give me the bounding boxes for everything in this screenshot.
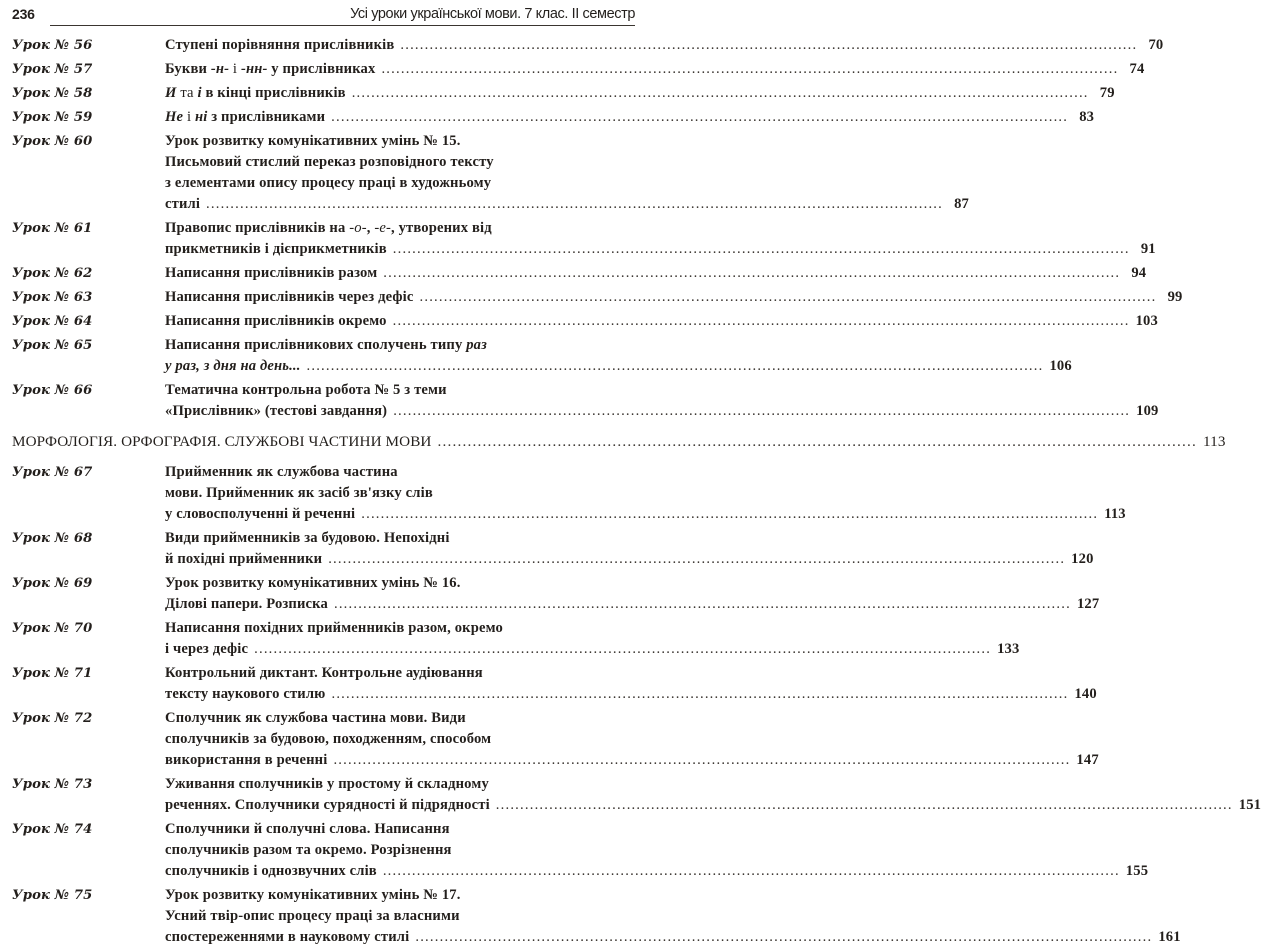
toc-entry-lesson-63[interactable]	[12, 287, 1183, 308]
lesson-title-line: Написання похідних прийменників разом, окремо	[165, 620, 503, 636]
lesson-label: Урок № 72	[12, 711, 93, 726]
lesson-title: Написання прислівників через дефіс	[165, 289, 414, 305]
lesson-title-line: у раз, з дня на день...	[165, 358, 301, 374]
lesson-label: Урок № 65	[12, 338, 93, 353]
header-rule	[50, 25, 635, 26]
lesson-label: Урок № 61	[12, 221, 93, 236]
page-ref: 127	[1076, 596, 1100, 612]
dot-leader	[393, 311, 1130, 332]
toc-entry-lesson-75[interactable]	[12, 885, 1181, 948]
page-ref: 161	[1158, 929, 1181, 945]
dot-leader	[206, 194, 943, 215]
toc-entry-lesson-56[interactable]	[12, 35, 1164, 56]
lesson-title-line: стилі	[165, 196, 201, 212]
section-title: МОРФОЛОГІЯ. ОРФОГРАФІЯ. СЛУЖБОВІ ЧАСТИНИ МОВИ	[12, 433, 432, 450]
toc-entry-lesson-70[interactable]	[12, 618, 1020, 660]
lesson-label: Урок № 57	[12, 62, 93, 77]
lesson-label: Урок № 63	[12, 290, 93, 305]
lesson-title-line: Урок розвитку комунікативних умінь № 16.	[165, 575, 461, 591]
toc-entry-lesson-61[interactable]	[12, 218, 1156, 260]
toc-entry-lesson-67[interactable]	[12, 462, 1126, 525]
lesson-title-line: «Прислівник» (тестові завдання)	[165, 403, 388, 419]
lesson-title-line: Сполучники й сполучні слова. Написання	[165, 821, 450, 837]
lesson-label: Урок № 68	[12, 531, 93, 546]
toc-entry-lesson-73[interactable]	[12, 774, 1261, 816]
lesson-label: Урок № 73	[12, 777, 93, 792]
lesson-title-line: спостереженнями в науковому стилі	[165, 929, 410, 945]
table-of-contents	[12, 35, 1261, 951]
dot-leader	[328, 549, 1065, 570]
lesson-label: Урок № 56	[12, 38, 93, 53]
page-ref: 113	[1104, 506, 1126, 522]
lesson-title-line: мови. Прийменник як засіб зв'язку слів	[165, 485, 433, 501]
toc-entry-lesson-72[interactable]	[12, 708, 1099, 771]
page-ref: 133	[997, 641, 1020, 657]
dot-leader	[334, 594, 1071, 615]
lesson-title-line: Урок розвитку комунікативних умінь № 17.	[165, 887, 461, 903]
toc-entry-lesson-68[interactable]	[12, 528, 1094, 570]
lesson-label: Урок № 62	[12, 266, 93, 281]
lesson-title-line: прикметників і дієприкметників	[165, 241, 387, 257]
dot-leader	[361, 504, 1098, 525]
page-ref: 113	[1203, 433, 1226, 450]
page-ref: 70	[1148, 37, 1164, 53]
dot-leader	[331, 107, 1068, 128]
dot-leader	[420, 287, 1157, 308]
lesson-title-line: Правопис прислівників на -о-, -е-, утворених від	[165, 220, 492, 236]
lesson-title-line: Уживання сполучників у простому й складному	[165, 776, 489, 792]
section-heading[interactable]	[12, 431, 1226, 452]
page-ref: 151	[1238, 797, 1261, 813]
lesson-title-line: тексту наукового стилю	[165, 686, 326, 702]
toc-entry-lesson-60[interactable]	[12, 131, 970, 215]
toc-entry-lesson-71[interactable]	[12, 663, 1097, 705]
lesson-title-line: Сполучник як службова частина мови. Види	[165, 710, 466, 726]
lesson-title-line: Прийменник як службова частина	[165, 464, 398, 480]
dot-leader	[333, 750, 1070, 771]
lesson-title: Написання прислівників окремо	[165, 313, 387, 329]
dot-leader	[381, 59, 1118, 80]
toc-entry-lesson-69[interactable]	[12, 573, 1100, 615]
page-ref: 140	[1074, 686, 1097, 702]
lesson-title: Написання прислівників разом	[165, 265, 378, 281]
lesson-label: Урок № 69	[12, 576, 93, 591]
toc-entry-lesson-65[interactable]	[12, 335, 1072, 377]
dot-leader	[438, 431, 1198, 452]
lesson-title-line: використання в реченні	[165, 752, 328, 768]
dot-leader	[331, 684, 1068, 705]
lesson-title-line: Ділові папери. Розписка	[165, 596, 328, 612]
dot-leader	[393, 401, 1130, 422]
page-ref: 147	[1076, 752, 1099, 768]
lesson-title-line: сполучників разом та окремо. Розрізнення	[165, 842, 452, 858]
lesson-title-line: Тематична контрольна робота № 5 з теми	[165, 382, 447, 398]
toc-entry-lesson-62[interactable]	[12, 263, 1147, 284]
lesson-label: Урок № 64	[12, 314, 93, 329]
page-ref: 79	[1099, 85, 1115, 101]
toc-entry-lesson-66[interactable]	[12, 380, 1159, 422]
toc-entry-lesson-57[interactable]	[12, 59, 1145, 80]
dot-leader	[496, 795, 1233, 816]
dot-leader	[307, 356, 1044, 377]
dot-leader	[393, 239, 1130, 260]
lesson-label: Урок № 60	[12, 134, 93, 149]
lesson-label: Урок № 67	[12, 465, 93, 480]
lesson-title: Не і ні з прислівниками	[165, 109, 326, 125]
dot-leader	[415, 927, 1152, 948]
lesson-title-line: і через дефіс	[165, 641, 249, 657]
lesson-title-line: з елементами опису процесу праці в художньому	[165, 175, 492, 191]
page-ref: 83	[1079, 109, 1095, 125]
lesson-title-line: сполучників і однозвучних слів	[165, 863, 377, 879]
page-ref: 87	[954, 196, 970, 212]
book-title: Усі уроки української мови. 7 клас. ІІ семестр	[350, 6, 635, 22]
lesson-title: И та і в кінці прислівників	[165, 85, 346, 101]
dot-leader	[254, 639, 991, 660]
toc-entry-lesson-64[interactable]	[12, 311, 1158, 332]
toc-entry-lesson-58[interactable]	[12, 83, 1115, 104]
lesson-title-line: Контрольний диктант. Контрольне аудіювання	[165, 665, 483, 681]
page-ref: 155	[1125, 863, 1149, 879]
toc-entry-lesson-59[interactable]	[12, 107, 1095, 128]
lesson-title-line: сполучників за будовою, походженням, способом	[165, 731, 492, 747]
lesson-title: Букви -н- і -нн- у прислівниках	[165, 61, 376, 77]
dot-leader	[383, 861, 1120, 882]
lesson-title-line: Види прийменників за будовою. Непохідні	[165, 530, 450, 546]
lesson-title-line: Урок розвитку комунікативних умінь № 15.	[165, 133, 461, 149]
page-ref: 94	[1131, 265, 1147, 281]
page-number: 236	[12, 6, 35, 22]
lesson-title: Ступені порівняння прислівників	[165, 37, 395, 53]
page-ref: 91	[1140, 241, 1156, 257]
lesson-title-line: реченнях. Сполучники сурядності й підрядності	[165, 797, 490, 813]
lesson-title-line: й похідні прийменники	[165, 551, 323, 567]
lesson-title-line: Письмовий стислий переказ розповідного тексту	[165, 154, 494, 170]
dot-leader	[352, 83, 1089, 104]
page-ref: 106	[1049, 358, 1072, 374]
page-ref: 99	[1167, 289, 1183, 305]
page-ref: 74	[1129, 61, 1145, 77]
lesson-label: Урок № 59	[12, 110, 93, 125]
page-ref: 103	[1135, 313, 1158, 329]
lesson-title-line: Усний твір-опис процесу праці за власними	[165, 908, 460, 924]
page-ref: 109	[1136, 403, 1159, 419]
page-ref: 120	[1071, 551, 1094, 567]
lesson-label: Урок № 70	[12, 621, 93, 636]
lesson-title-line: у словосполученні й реченні	[165, 506, 356, 522]
toc-entry-lesson-74[interactable]	[12, 819, 1149, 882]
dot-leader	[400, 35, 1137, 56]
lesson-label: Урок № 74	[12, 822, 93, 837]
lesson-label: Урок № 71	[12, 666, 93, 681]
lesson-label: Урок № 58	[12, 86, 93, 101]
lesson-label: Урок № 75	[12, 888, 93, 903]
lesson-label: Урок № 66	[12, 383, 93, 398]
lesson-title-line: Написання прислівникових сполучень типу раз	[165, 337, 487, 353]
dot-leader	[383, 263, 1120, 284]
